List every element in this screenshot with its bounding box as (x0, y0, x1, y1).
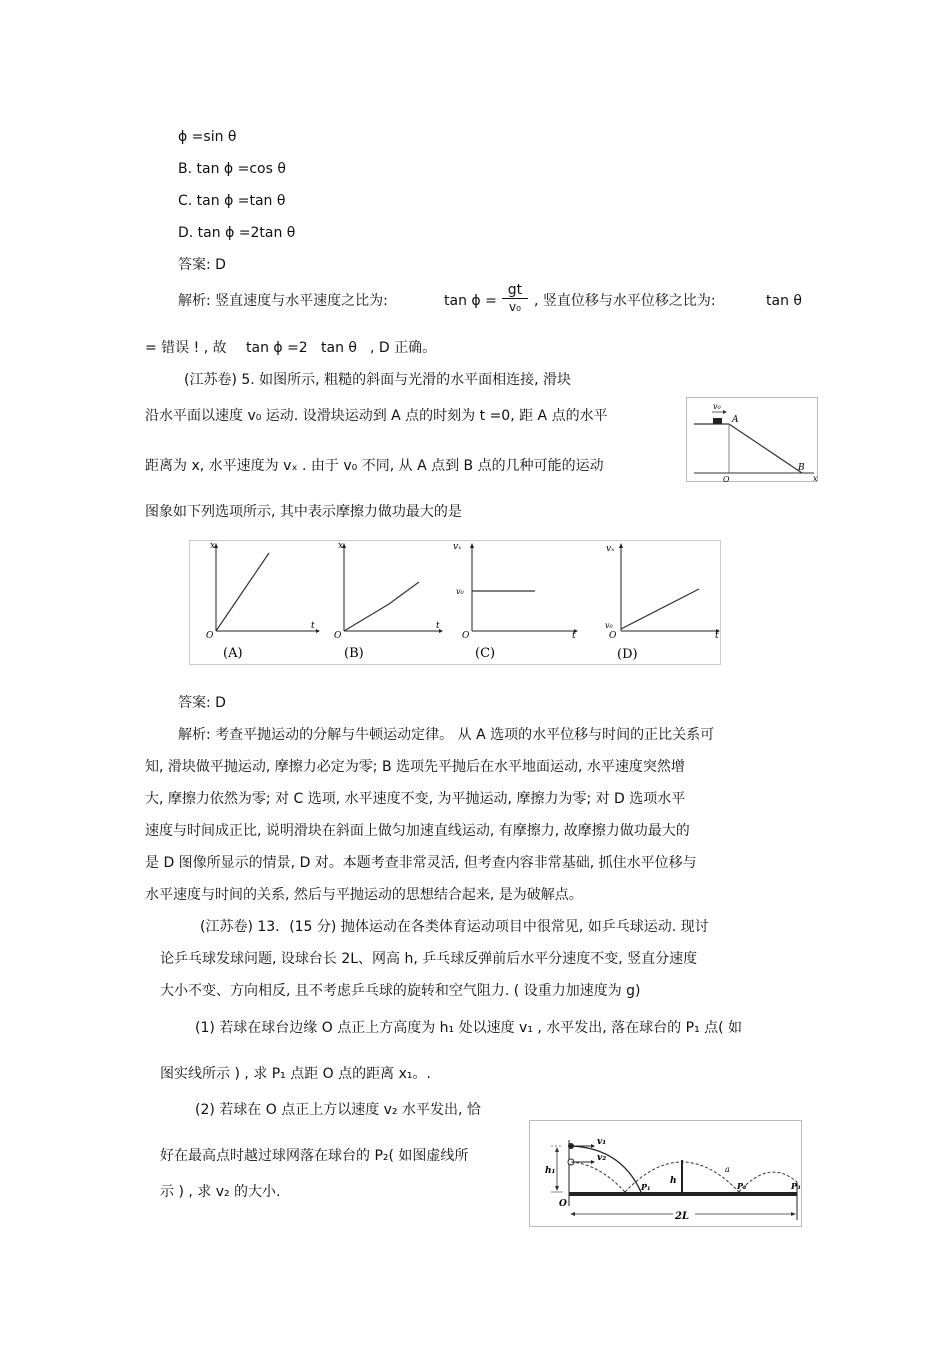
graph-b-ylabel: x (338, 541, 344, 551)
slope-v0-label: v₀ (713, 402, 721, 411)
option-d: D. tan ϕ =2tan θ (178, 225, 296, 241)
slope-a-label: A (732, 415, 739, 425)
graph-d-ylabel: vₓ (606, 544, 615, 554)
q5-line2: 沿水平面以速度 v₀ 运动. 设滑块运动到 A 点的时刻为 t =0, 距 A 点的水平 (145, 408, 608, 424)
analysis-1-lead: 解析: 竖直速度与水平速度之比为: (178, 293, 388, 309)
analysis-2-line1: 解析: 考查平抛运动的分解与牛顿运动定律。 从 A 选项的水平位移与时间的正比关系可 (178, 727, 715, 743)
fraction-gt-v0 (502, 282, 528, 315)
graph-a-xlabel: t (311, 621, 315, 631)
graph-c-label: (C) (475, 646, 496, 661)
graph-a-origin: O (206, 631, 214, 641)
graph-d-label: (D) (617, 647, 638, 662)
graph-b (334, 541, 443, 661)
q5-line3: 距离为 x, 水平速度为 vₓ . 由于 v₀ 不同, 从 A 点到 B 点的几种可能的运动 (145, 458, 604, 474)
fraction-denominator: v₀ (509, 300, 521, 314)
graph-c-xlabel: t (572, 631, 576, 641)
slope-figure (686, 397, 820, 483)
graph-d-xlabel: t (715, 631, 719, 641)
graph-b-xlabel: t (436, 621, 440, 631)
graph-d-origin: O (609, 631, 617, 641)
q13-line1: (江苏卷) 13．(15 分) 抛体运动在各类体育运动项目中很常见, 如乒乓球运动. 现讨 (200, 919, 709, 935)
answer-1: 答案: D (178, 257, 226, 273)
analysis-1-tanphi: tan ϕ = (444, 293, 497, 309)
table-tennis-figure (529, 1120, 803, 1228)
q13-part2-line3: 示 ) , 求 v₂ 的大小. (160, 1184, 281, 1200)
graph-c (453, 542, 578, 661)
graph-c-v0: v₀ (456, 587, 464, 596)
option-b: B. tan ϕ =cos θ (178, 161, 286, 177)
analysis-1-line2-c: tan θ (321, 340, 357, 356)
label-o: O (559, 1199, 567, 1209)
q13-part2-line1: (2) 若球在 O 点正上方以速度 v₂ 水平发出, 恰 (195, 1102, 481, 1118)
q13-line3: 大小不变、方向相反, 且不考虑乒乓球的旋转和空气阻力. ( 设重力加速度为 g) (160, 983, 641, 999)
table-surface (569, 1192, 797, 1196)
analysis-1-tantheta: tan θ (766, 293, 802, 309)
label-v2: v₂ (597, 1153, 607, 1163)
graph-a-ylabel: x (210, 541, 216, 551)
option-c: C. tan ϕ =tan θ (178, 193, 286, 209)
graph-b-line (344, 582, 419, 631)
analysis-1-line2-a: = 错误 ! , 故 (145, 340, 227, 356)
graph-d-v0: v₀ (605, 621, 613, 630)
slope-b-label: B (798, 463, 805, 473)
label-h1: h₁ (545, 1166, 556, 1176)
q5-line4: 图象如下列选项所示, 其中表示摩擦力做功最大的是 (145, 504, 462, 520)
q13-part2-line2: 好在最高点时越过球网落在球台的 P₂( 如图虚线所 (160, 1148, 469, 1164)
label-p1: P₁ (641, 1182, 651, 1192)
answer-2: 答案: D (178, 695, 226, 711)
slope-o-label: O (723, 475, 730, 483)
q13-part1-line2: 图实线所示 ) , 求 P₁ 点距 O 点的距离 x₁。. (160, 1066, 431, 1082)
analysis-2-line3: 大, 摩擦力依然为零; 对 C 选项, 水平速度不变, 为平抛运动, 摩擦力为零; 对 D 选项水平 (145, 791, 686, 807)
q5-line1: (江苏卷) 5. 如图所示, 粗糙的斜面与光滑的水平面相连接, 滑块 (184, 372, 571, 388)
q13-line2: 论乒乓球发球问题, 设球台长 2L、网高 h, 乒乓球反弹前后水平分速度不变, 竖直分速度 (160, 951, 698, 967)
option-a-tail: ϕ =sin θ (178, 129, 237, 145)
analysis-1-line2-d: , D 正确。 (370, 340, 437, 356)
graph-c-ylabel: vₓ (453, 542, 462, 552)
graph-d (605, 543, 720, 662)
slider-block (713, 418, 722, 424)
analysis-2-line4: 速度与时间成正比, 说明滑块在斜面上做匀加速直线运动, 有摩擦力, 故摩擦力做功最大的 (145, 823, 690, 839)
analysis-1-mid: , 竖直位移与水平位移之比为: (534, 293, 716, 309)
label-p3: P₃ (791, 1181, 801, 1191)
analysis-1-line2-b: tan ϕ =2 (246, 340, 308, 356)
q13-part1-line1: (1) 若球在球台边缘 O 点正上方高度为 h₁ 处以速度 v₁ , 水平发出, 落在球台的 P₁ 点( 如 (195, 1020, 743, 1036)
graph-c-origin: O (462, 631, 470, 641)
label-h: h (670, 1176, 677, 1186)
dashed-trajectory-3 (739, 1172, 797, 1192)
label-v1: v₁ (597, 1137, 607, 1147)
graph-b-label: (B) (344, 646, 364, 661)
graph-a (206, 541, 320, 661)
graph-a-line (216, 553, 269, 631)
analysis-2-line5: 是 D 图像所显示的情景, D 对。本题考查非常灵活, 但考查内容非常基础, 抓住水平位移与 (145, 855, 697, 871)
label-p2: P₂ (737, 1181, 747, 1191)
graph-d-line (621, 589, 699, 629)
label-a: a (725, 1165, 730, 1174)
graph-b-origin: O (334, 631, 342, 641)
dashed-trajectory-1 (571, 1162, 625, 1192)
slope-x-label: x (813, 474, 818, 483)
graph-a-label: (A) (223, 646, 243, 661)
option-graphs-figure (189, 540, 722, 666)
label-2l: 2L (675, 1211, 689, 1222)
analysis-2-line2: 知, 滑块做平抛运动, 摩擦力必定为零; B 选项先平抛后在水平地面运动, 水平速度突然增 (145, 759, 685, 775)
analysis-2-line6: 水平速度与时间的关系, 然后与平抛运动的思想结合起来, 是为破解点。 (145, 887, 583, 903)
fraction-numerator: gt (502, 282, 528, 299)
